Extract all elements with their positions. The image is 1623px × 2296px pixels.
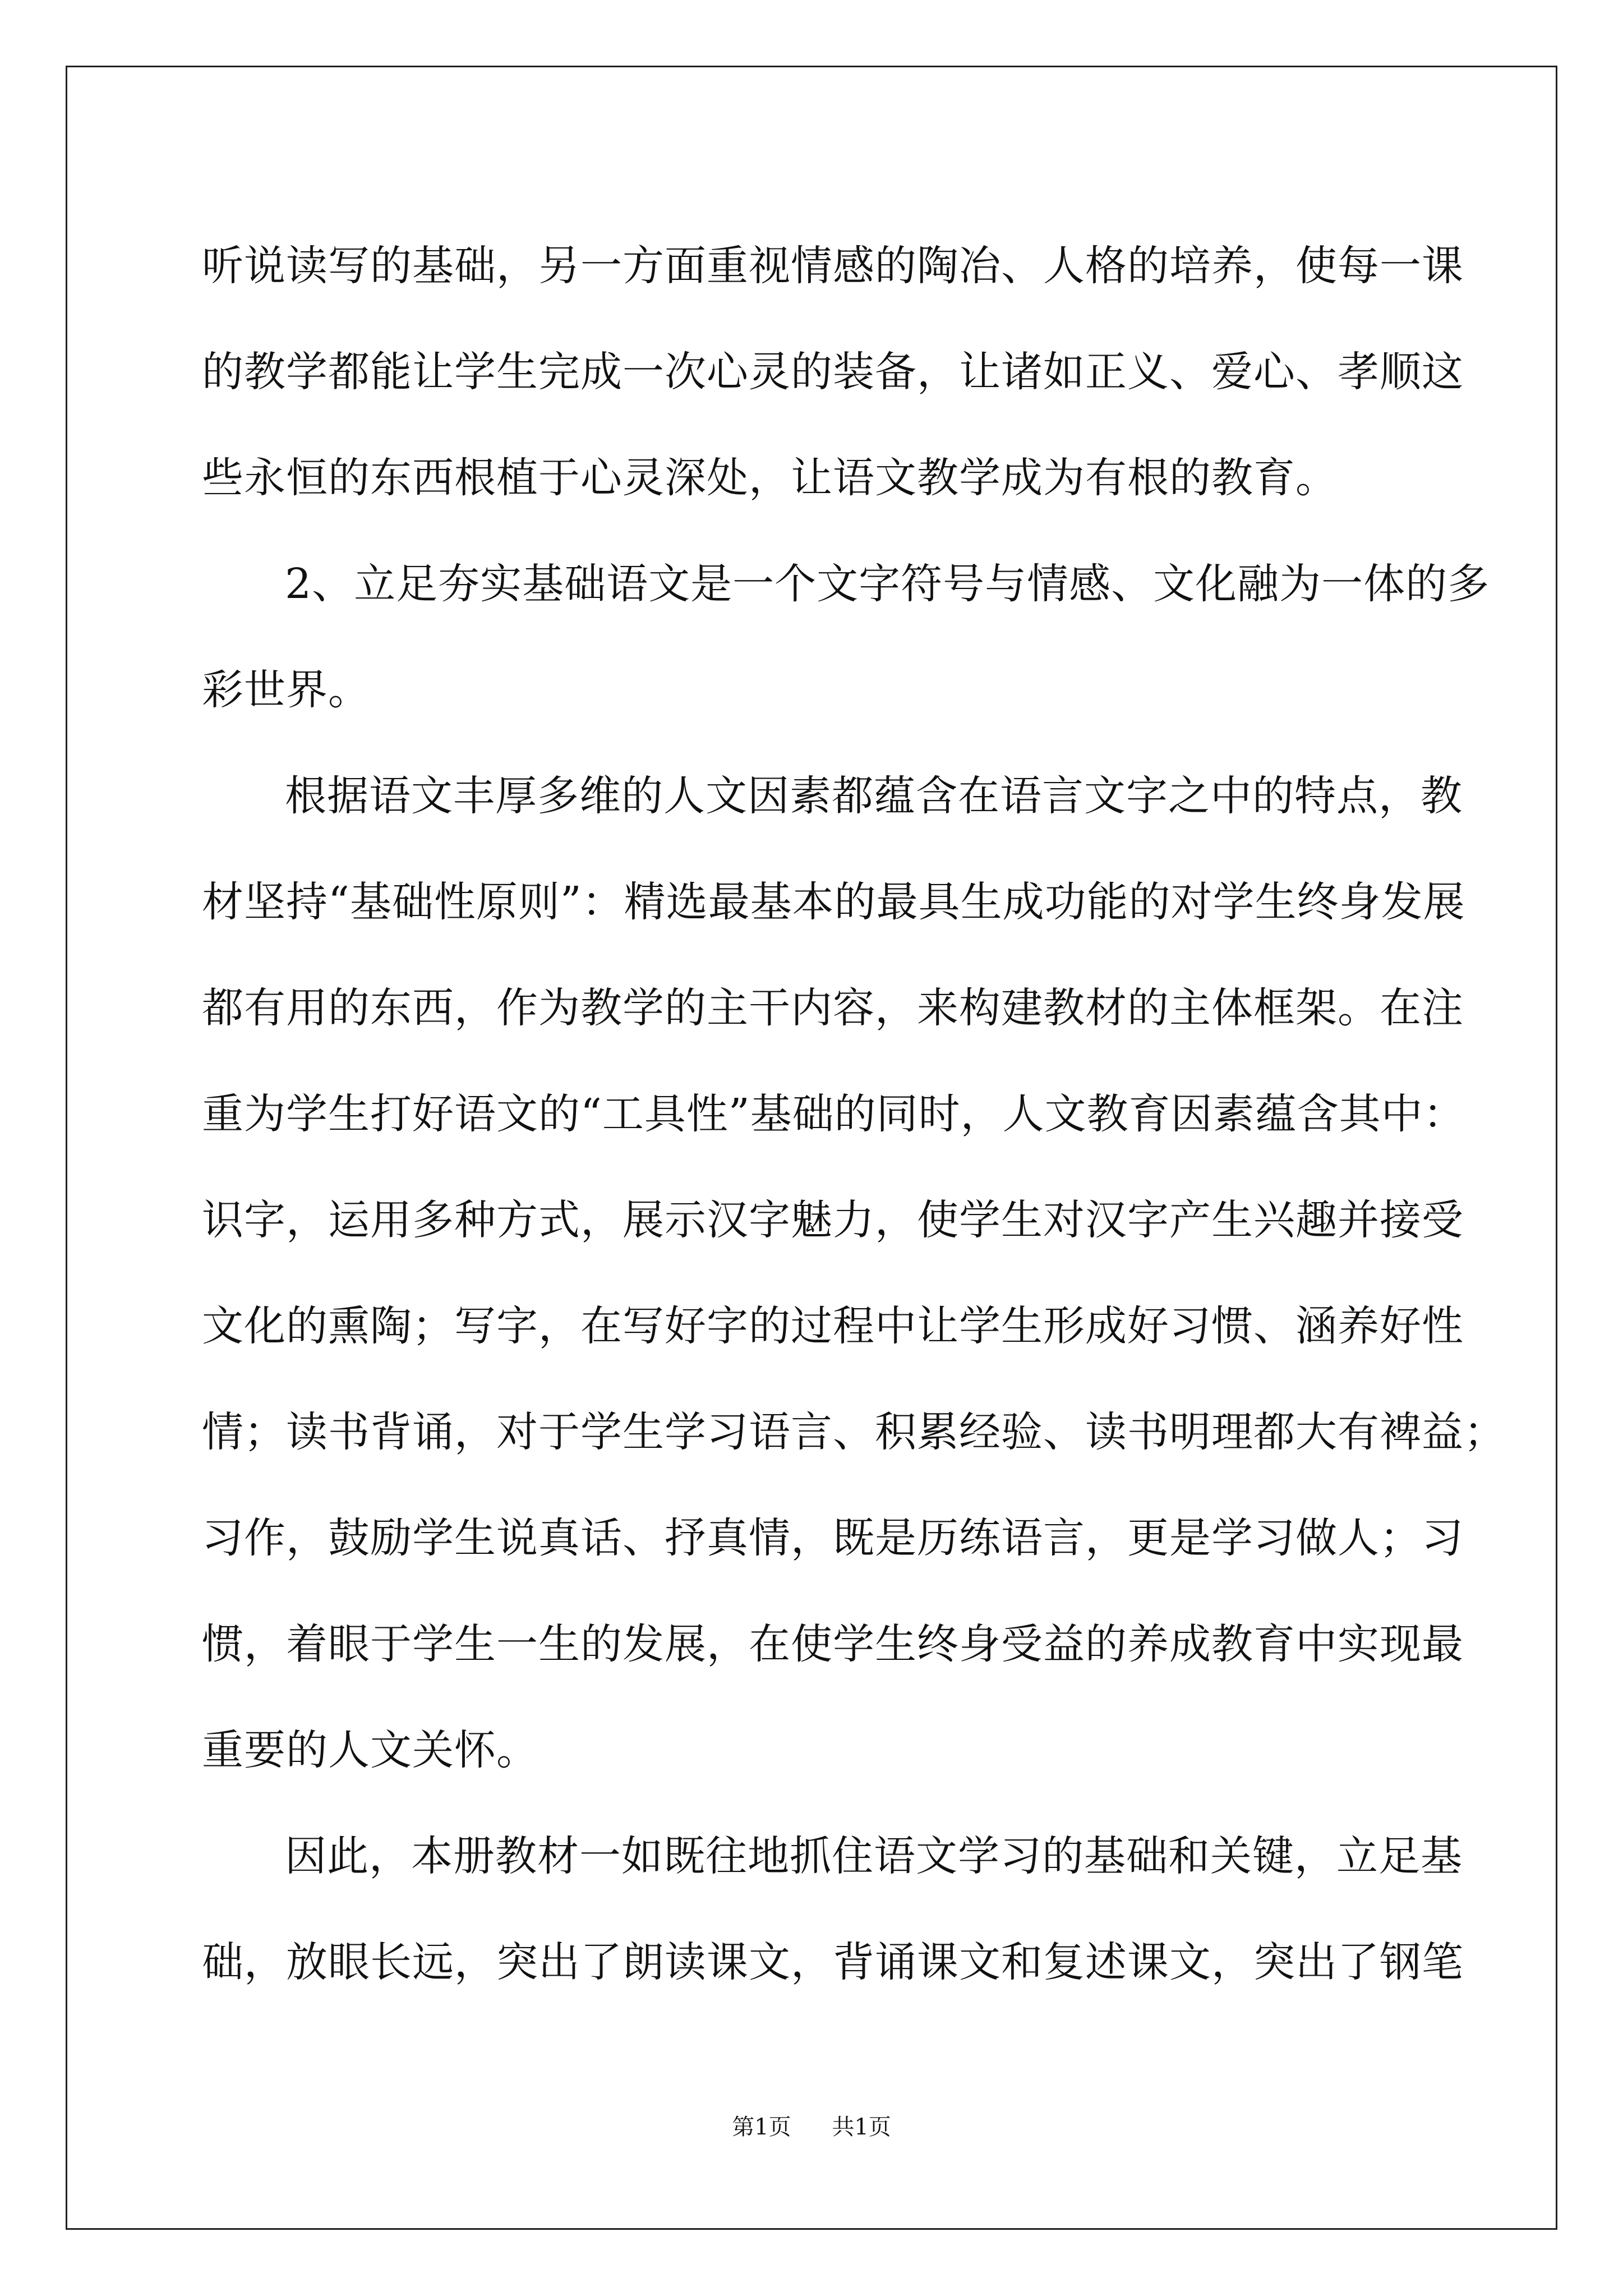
document-body [202,213,1506,2016]
text-line: 础，放眼长远，突出了朗读课文，背诵课文和复述课文，突出了钢笔 [202,1938,1464,1986]
text-line: 都有用的东西，作为教学的主干内容，来构建教材的主体框架。在注 [202,984,1464,1032]
text-line: 重要的人文关怀。 [202,1726,538,1774]
text-line: 因此，本册教材一如既往地抓住语文学习的基础和关键，立足基 [285,1832,1463,1880]
text-line: 些永恒的东西根植于心灵深处，让语文教学成为有根的教育。 [202,454,1338,502]
text-line: 材坚持“基础性原则”：精选最基本的最具生成功能的对学生终身发展 [202,878,1465,926]
text-line: 2、立足夯实基础语文是一个文字符号与情感、文化融为一体的多 [285,560,1490,608]
text-line: 听说读写的基础，另一方面重视情感的陶冶、人格的培养，使每一课 [202,242,1464,290]
text-line: 习作，鼓励学生说真话、抒真情，既是历练语言，更是学习做人；习 [202,1514,1464,1562]
text-line: 惯，着眼于学生一生的发展，在使学生终身受益的养成教育中实现最 [202,1620,1464,1668]
text-line: 的教学都能让学生完成一次心灵的装备，让诸如正义、爱心、孝顺这 [202,348,1464,396]
page-footer [0,2109,1623,2141]
text-line: 情；读书背诵，对于学生学习语言、积累经验、读书明理都大有裨益； [202,1408,1506,1456]
page-number: 第1页 [732,2114,791,2140]
text-line: 根据语文丰厚多维的人文因素都蕴含在语言文字之中的特点，教 [285,772,1463,820]
page-total: 共1页 [832,2114,891,2140]
text-line: 彩世界。 [202,666,370,714]
text-line: 文化的熏陶；写字，在写好字的过程中让学生形成好习惯、涵养好性 [202,1302,1464,1350]
text-line: 识字，运用多种方式，展示汉字魅力，使学生对汉字产生兴趣并接受 [202,1196,1464,1244]
text-line: 重为学生打好语文的“工具性”基础的同时，人文教育因素蕴含其中： [202,1090,1465,1138]
